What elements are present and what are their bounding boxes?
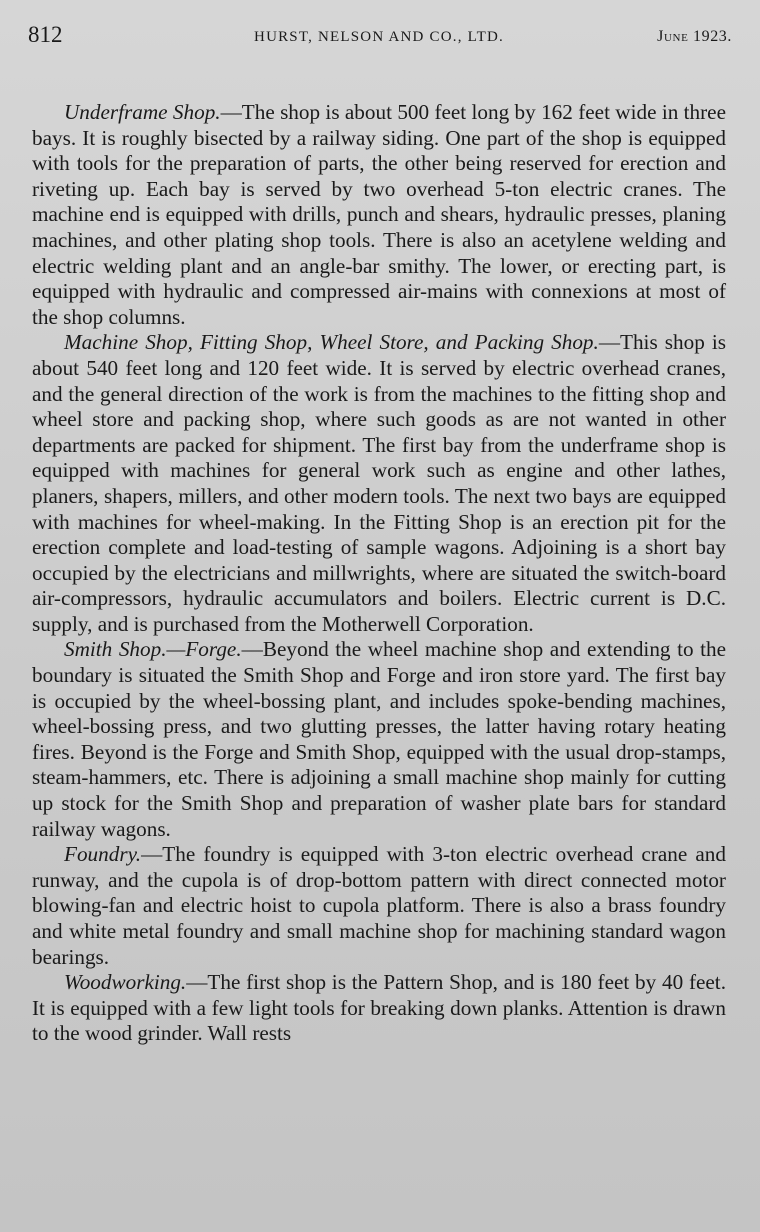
- paragraph-machine-shop: [32, 330, 726, 637]
- issue-date: June 1923.: [657, 28, 732, 45]
- paragraph-underframe-shop: [32, 100, 726, 330]
- body-text: [32, 100, 726, 1047]
- paragraph-heading: Underframe Shop.: [64, 100, 221, 124]
- page-number: 812: [28, 22, 63, 47]
- paragraph-smith-shop: [32, 637, 726, 842]
- running-title: HURST, NELSON AND CO., LTD.: [254, 29, 504, 45]
- paragraph-text: —This shop is about 540 feet long and 120 feet wide. It is served by electric overhead cranes, and the general direction of the work is from the machines to the fitting shop and wheel store and packing shop, where such goods as are not wanted in other departments are packed for shipment. The first bay from the underframe shop is equipped with machines for general work such as engine and other lathes, planers, shapers, millers, and other modern tools. The next two bays are equipped with machines for wheel-making. In the Fitting Shop is an erection pit for the erection complete and load-testing of sample wagons. Adjoining is a short bay occupied by the electricians and millwrights, where are situated the switch-board air-compressors, hydraulic accumulators and boilers. Electric current is D.C. supply, and is purchased from the Motherwell Corporation.: [32, 330, 727, 636]
- paragraph-text: —The first shop is the Pattern Shop, and is 180 feet by 40 feet. It is equipped with a few light tools for breaking down planks. Attention is drawn to the wood grinder. Wall rests: [32, 970, 726, 1046]
- paragraph-text: —The shop is about 500 feet long by 162 feet wide in three bays. It is roughly bisected by a railway siding. One part of the shop is equipped with tools for the preparation of parts, the other being reserved for erection and riveting up. Each bay is served by two overhead 5-ton electric cranes. The machine end is equipped with drills, punch and shears, hydraulic presses, planing machines, and other plating shop tools. There is also an acetylene welding and electric welding plant and an angle-bar smithy. The lower, or erecting part, is equipped with hydraulic and compressed air-mains with connexions at most of the shop columns.: [32, 100, 726, 329]
- paragraph-heading: Foundry.: [64, 842, 142, 867]
- paragraph-woodworking: [32, 970, 726, 1047]
- paragraph-text: —Beyond the wheel machine shop and extending to the boundary is situated the Smith Shop and Forge and iron store yard. The first bay is occupied by the wheel-bossing plant, and includes spoke-bending machines, wheel-bossing press, and two glutting presses, the latter having rotary heating fires. Beyond is the Forge and Smith Shop, equipped with the usual drop-stamps, steam-hammers, etc. There is adjoining a small machine shop mainly for cutting up stock for the Smith Shop and preparation of washer plate bars for standard railway wagons.: [32, 637, 726, 841]
- paragraph-foundry: [32, 842, 726, 970]
- page-header: [28, 22, 732, 62]
- paragraph-heading: Smith Shop.—Forge.: [64, 637, 242, 662]
- paragraph-heading: Machine Shop, Fitting Shop, Wheel Store, and Packing Shop.: [64, 330, 599, 355]
- paragraph-text: —The foundry is equipped with 3-ton electric overhead crane and runway, and the cupola is of drop-bottom pattern with direct connected motor blowing-fan and electric hoist to cupola platform. There is also a brass foundry and white metal foundry and small machine shop for machining standard wagon bearings.: [32, 842, 726, 969]
- paragraph-heading: Woodworking.: [64, 970, 187, 995]
